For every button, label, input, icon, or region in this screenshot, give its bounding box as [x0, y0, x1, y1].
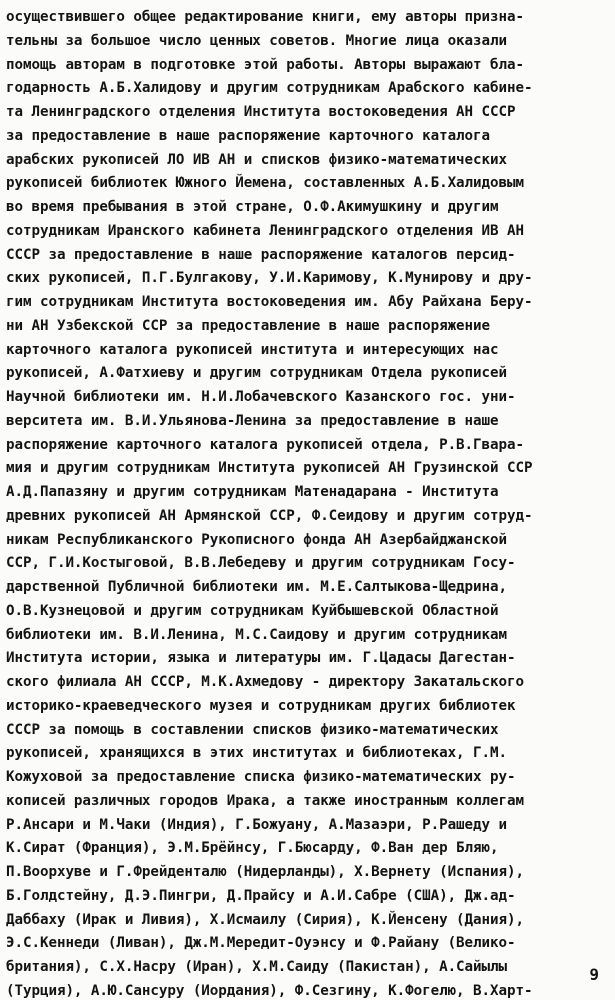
text-line: Б.Голдстейну, Д.Э.Пингри, Д.Прайсу и А.И.Сабре (США), Дж.ад-	[6, 887, 516, 904]
page-number: 9	[589, 965, 599, 984]
text-line: историко-краеведческого музея и сотрудникам других библиотек	[6, 697, 516, 714]
text-line: (Турция), А.Ю.Сансуру (Иордания), Ф.Сезгину, К.Фогелю, В.Харт-	[6, 982, 533, 999]
text-line: распоряжение карточного каталога рукописей отдела, Р.В.Гвара-	[6, 436, 524, 453]
text-line: сотрудникам Иранского кабинета Ленинградского отделения ИВ АН	[6, 222, 524, 239]
text-line: рукописей библиотек Южного Йемена, составленных А.Б.Халидовым	[6, 175, 524, 192]
text-line: та Ленинградского отделения Института востоковедения АН СССР	[6, 104, 516, 120]
text-line: древних рукописей АН Армянской ССР, Ф.Сеидову и другим сотруд-	[6, 507, 533, 524]
text-line: О.В.Кузнецовой и другим сотрудникам Куйбышевской Областной	[6, 602, 499, 619]
text-line: ского филиала АН СССР, М.К.Ахмедову - директору Закатальского	[6, 674, 524, 690]
text-line: годарность А.Б.Халидову и другим сотрудникам Арабского кабине-	[6, 80, 533, 97]
text-line: британия), С.Х.Насру (Иран), Х.М.Саиду (Пакистан), А.Сайылы	[6, 959, 508, 975]
text-line: ни АН Узбекской ССР за предоставление в наше распоряжение	[6, 317, 491, 334]
text-line: карточного каталога рукописей института и интересующих нас	[6, 341, 499, 358]
text-line: тельны за большое число ценных советов. Многие лица оказали	[6, 32, 508, 49]
body-text	[6, 6, 610, 1004]
text-line: К.Сират (Франция), Э.М.Брёйнсу, Г.Бюсарду, Ф.Ван дер Бляю,	[6, 840, 499, 857]
text-line: Института истории, языка и литературы им. Г.Цадасы Дагестан-	[6, 650, 516, 667]
text-line: рукописей, А.Фатхиеву и другим сотрудникам Отдела рукописей	[6, 365, 508, 382]
text-line: мия и другим сотрудникам Института рукописей АН Грузинской ССР	[6, 460, 533, 477]
text-line: никам Республиканского Рукописного фонда АН Азербайджанской	[6, 531, 508, 548]
text-line: библиотеки им. В.И.Ленина, М.С.Саидову и другим сотрудникам	[6, 626, 508, 643]
text-line: гим сотрудникам Института востоковедения им. Абу Райхана Беру-	[6, 294, 533, 310]
text-line: верситета им. В.И.Ульянова-Ленина за предоставление в наше	[6, 412, 499, 429]
text-line: арабских рукописей ЛО ИВ АН и списков физико-математических	[6, 151, 508, 168]
text-line: за предоставление в наше распоряжение карточного каталога	[6, 127, 491, 144]
text-line: кописей различных городов Ирака, а также иностранным коллегам	[6, 792, 524, 809]
text-line: во время пребывания в этой стране, О.Ф.Акимушкину и другим	[6, 199, 499, 215]
text-line: СССР за предоставление в наше распоряжение каталогов персид-	[6, 246, 516, 263]
text-line: Р.Ансари и М.Чаки (Индия), Г.Божуану, А.Мазаэри, Р.Рашеду и	[6, 816, 508, 833]
text-line: СССР за помощь в составлении списков физико-математических	[6, 721, 499, 738]
text-line: Кожуховой за предоставление списка физико-математических ру-	[6, 769, 516, 785]
text-line: помощь авторам в подготовке этой работы. Авторы выражают бла-	[6, 56, 524, 73]
text-line: рукописей, хранящихся в этих институтах и библиотеках, Г.М.	[6, 745, 508, 762]
text-line: Даббаху (Ирак и Ливия), Х.Исмаилу (Сирия), К.Йенсену (Дания),	[6, 911, 524, 928]
text-line: Научной библиотеки им. Н.И.Лобачевского Казанского гос. уни-	[6, 389, 516, 405]
text-line: П.Воорхуве и Г.Фрейденталю (Нидерланды), Х.Вернету (Испания),	[6, 864, 524, 880]
text-line: ских рукописей, П.Г.Булгакову, У.И.Каримову, К.Мунирову и дру-	[6, 270, 533, 287]
text-line: А.Д.Папазяну и другим сотрудникам Матенадарана - Института	[6, 484, 499, 500]
text-line: осуществившего общее редактирование книги, ему авторы призна-	[6, 9, 524, 25]
text-line: ССР, Г.И.Костыговой, В.В.Лебедеву и другим сотрудникам Госу-	[6, 555, 516, 572]
text-line: дарственной Публичной библиотеки им. М.Е.Салтыкова-Щедрина,	[6, 579, 508, 595]
text-line: Э.С.Кеннеди (Ливан), Дж.М.Мередит-Оуэнсу и Ф.Райану (Велико-	[6, 935, 516, 952]
